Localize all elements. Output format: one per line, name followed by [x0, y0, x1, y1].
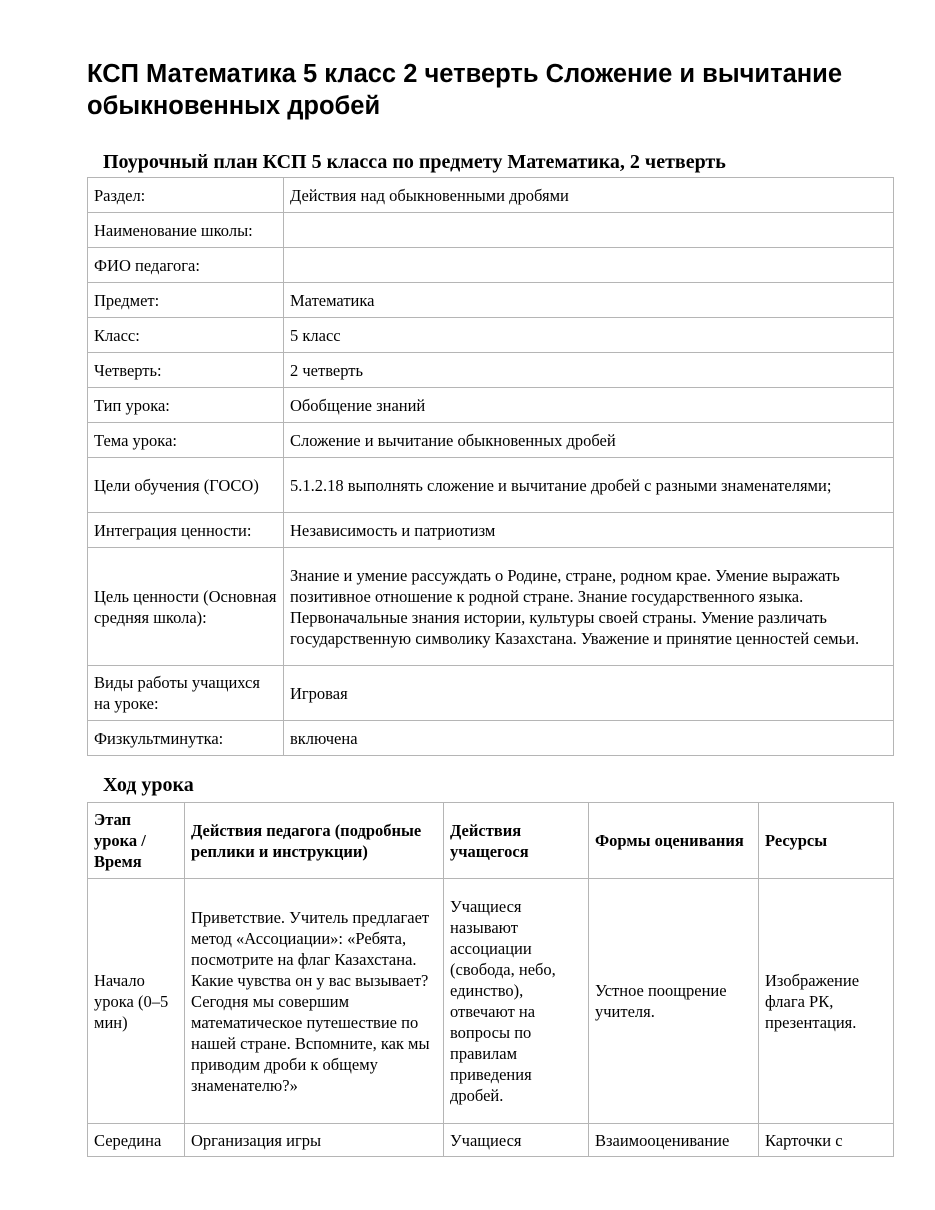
table-row [88, 1124, 894, 1157]
info-label: Наименование школы: [88, 213, 284, 248]
table-header-row [88, 803, 894, 879]
stage-cell: Начало урока (0–5 мин) [88, 879, 185, 1124]
column-header-student-actions: Действия учащегося [444, 803, 589, 879]
table-row [88, 458, 894, 513]
column-header-teacher-actions: Действия педагога (подробные реплики и инструкции) [185, 803, 444, 879]
table-row [88, 879, 894, 1124]
assessment-cell: Устное поощрение учителя. [589, 879, 759, 1124]
info-label: Интеграция ценности: [88, 513, 284, 548]
info-table [87, 177, 894, 756]
lesson-table [87, 802, 894, 1157]
info-label: Физкультминутка: [88, 721, 284, 756]
info-label: Виды работы учащихся на уроке: [88, 666, 284, 721]
info-value: Действия над обыкновенными дробями [284, 178, 894, 213]
info-value [284, 213, 894, 248]
document-page [87, 58, 893, 1157]
table-row [88, 318, 894, 353]
student-actions-cell: Учащиеся [444, 1124, 589, 1157]
plan-heading: Поурочный план КСП 5 класса по предмету Математика, 2 четверть [103, 151, 726, 173]
info-value: включена [284, 721, 894, 756]
table-row [88, 213, 894, 248]
info-value [284, 248, 894, 283]
column-header-resources: Ресурсы [759, 803, 894, 879]
table-row [88, 353, 894, 388]
teacher-actions-cell: Организация игры [185, 1124, 444, 1157]
table-row [88, 666, 894, 721]
table-row [88, 248, 894, 283]
info-label: Предмет: [88, 283, 284, 318]
info-value: 5.1.2.18 выполнять сложение и вычитание дробей с разными знаменателями; [284, 458, 894, 513]
info-label: Цели обучения (ГОСО) [88, 458, 284, 513]
info-label: Тема урока: [88, 423, 284, 458]
table-row [88, 513, 894, 548]
column-header-stage: Этап урока / Время [88, 803, 185, 879]
document-title: КСП Математика 5 класс 2 четверть Сложение и вычитание обыкновенных дробей [87, 60, 843, 120]
info-label: Класс: [88, 318, 284, 353]
table-row [88, 548, 894, 666]
info-label: ФИО педагога: [88, 248, 284, 283]
info-label: Тип урока: [88, 388, 284, 423]
teacher-actions-cell: Приветствие. Учитель предлагает метод «Ассоциации»: «Ребята, посмотрите на флаг Казахстана. Какие чувства он у вас вызывает? Сегодня мы совершим математическое путешествие по нашей стране. Вспомните, как мы приводим дроби к общему знаменателю?» [185, 879, 444, 1124]
lesson-heading: Ход урока [103, 774, 194, 796]
info-value: Математика [284, 283, 894, 318]
info-value: 2 четверть [284, 353, 894, 388]
table-row [88, 388, 894, 423]
info-value: Сложение и вычитание обыкновенных дробей [284, 423, 894, 458]
info-value: 5 класс [284, 318, 894, 353]
resources-cell: Карточки с [759, 1124, 894, 1157]
resources-cell: Изображение флага РК, презентация. [759, 879, 894, 1124]
info-value: Независимость и патриотизм [284, 513, 894, 548]
table-row [88, 423, 894, 458]
stage-cell: Середина [88, 1124, 185, 1157]
info-label: Раздел: [88, 178, 284, 213]
info-label: Четверть: [88, 353, 284, 388]
info-label: Цель ценности (Основная средняя школа): [88, 548, 284, 666]
info-value: Игровая [284, 666, 894, 721]
student-actions-cell: Учащиеся называют ассоциации (свобода, небо, единство), отвечают на вопросы по правилам приведения дробей. [444, 879, 589, 1124]
assessment-cell: Взаимооценивание [589, 1124, 759, 1157]
info-value: Знание и умение рассуждать о Родине, стране, родном крае. Умение выражать позитивное отношение к родной стране. Знание государственного языка. Первоначальные знания истории, культуры своей страны. Умение различать государственную символику Казахстана. Уважение и принятие ценностей семьи. [284, 548, 894, 666]
table-row [88, 283, 894, 318]
info-value: Обобщение знаний [284, 388, 894, 423]
table-row [88, 178, 894, 213]
column-header-assessment: Формы оценивания [589, 803, 759, 879]
table-row [88, 721, 894, 756]
